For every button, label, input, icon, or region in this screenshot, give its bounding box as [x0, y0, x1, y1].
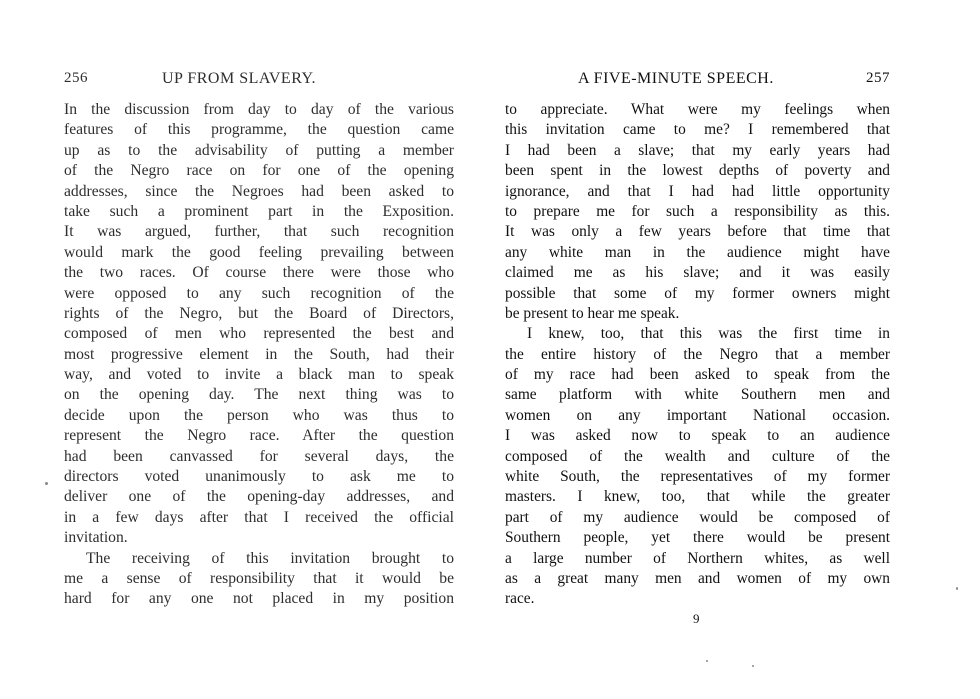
text-line: had been canvassed for several days, the: [64, 447, 454, 465]
text-line: I had been a slave; that my early years had: [505, 141, 890, 159]
text-line: up as to the advisability of putting a member: [64, 141, 454, 159]
text-line: possible that some of my former owners might: [505, 284, 890, 302]
text-line: directors voted unanimously to ask me to: [64, 468, 454, 486]
text-line: composed of men who represented the best and: [64, 325, 454, 343]
text-line: white South, the representatives of my former: [505, 468, 890, 486]
left-page-number: 256: [64, 70, 88, 86]
text-line: ignorance, and that I had had little opportunity: [505, 182, 890, 200]
text-line: be present to hear me speak.: [505, 304, 680, 322]
text-line: of the Negro race on for one of the opening: [64, 162, 454, 180]
right-page: [505, 64, 890, 610]
text-line: any white man in the audience might have: [505, 243, 890, 261]
text-line: of my race had been asked to speak from the: [505, 366, 890, 384]
text-line: me a sense of responsibility that it would be: [64, 569, 454, 587]
text-line: as a great many men and women of my own: [505, 569, 890, 587]
left-page: [64, 64, 454, 610]
right-page-number: 257: [866, 70, 890, 86]
text-line: way, and voted to invite a black man to speak: [64, 366, 454, 384]
text-line: would mark the good feeling prevailing between: [64, 243, 454, 261]
text-line: were opposed to any such recognition of the: [64, 284, 454, 302]
right-running-head: [505, 64, 890, 88]
text-line: invitation.: [64, 529, 128, 547]
right-page-text: [505, 100, 890, 610]
text-line: The receiving of this invitation brought to: [86, 549, 454, 567]
text-line: decide upon the person who was thus to: [64, 406, 454, 424]
text-line: In the discussion from day to day of the various: [64, 101, 454, 118]
text-line: to prepare me for such a responsibility as this.: [505, 202, 890, 220]
left-running-title: UP FROM SLAVERY.: [162, 70, 316, 87]
text-line: women on any important National occasion.: [505, 406, 890, 424]
text-line: composed of the wealth and culture of the: [505, 447, 890, 465]
text-line: the two races. Of course there were those who: [64, 264, 454, 282]
right-running-title: A FIVE-MINUTE SPEECH.: [578, 70, 774, 87]
text-line: features of this programme, the question came: [64, 121, 454, 139]
text-line: deliver one of the opening-day addresses, and: [64, 488, 454, 506]
text-line: hard for any one not placed in my position: [64, 590, 454, 608]
signature-mark: 9: [693, 611, 700, 626]
text-line: same platform with white Southern men and: [505, 386, 890, 404]
left-page-text: [64, 100, 454, 610]
text-line: in a few days after that I received the official: [64, 508, 454, 526]
text-line: take such a prominent part in the Exposition.: [64, 202, 454, 220]
print-speck: [706, 660, 708, 662]
text-line: represent the Negro race. After the question: [64, 427, 454, 445]
left-running-head: [64, 64, 454, 88]
text-line: masters. I knew, too, that while the greater: [505, 488, 890, 506]
print-speck: [45, 482, 48, 485]
text-line: race.: [505, 590, 535, 608]
print-speck: [752, 665, 754, 667]
text-line: on the opening day. The next thing was to: [64, 386, 454, 404]
text-line: It was only a few years before that time that: [505, 223, 890, 241]
text-line: Southern people, yet there would be present: [505, 529, 890, 547]
text-line: rights of the Negro, but the Board of Directors,: [64, 304, 454, 322]
text-line: addresses, since the Negroes had been asked to: [64, 182, 454, 200]
text-line: most progressive element in the South, had their: [64, 345, 454, 363]
text-line: this invitation came to me? I remembered that: [505, 121, 890, 139]
text-line: the entire history of the Negro that a member: [505, 345, 890, 363]
text-line: It was argued, further, that such recognition: [64, 223, 454, 241]
print-speck: [956, 587, 958, 590]
text-line: I knew, too, that this was the first time in: [527, 325, 890, 343]
text-line: been spent in the lowest depths of poverty and: [505, 162, 890, 180]
text-line: a large number of Northern whites, as well: [505, 549, 890, 567]
text-line: claimed me as his slave; and it was easily: [505, 264, 890, 282]
text-line: to appreciate. What were my feelings when: [505, 101, 890, 118]
text-line: I was asked now to speak to an audience: [505, 427, 890, 445]
text-line: part of my audience would be composed of: [505, 508, 890, 526]
